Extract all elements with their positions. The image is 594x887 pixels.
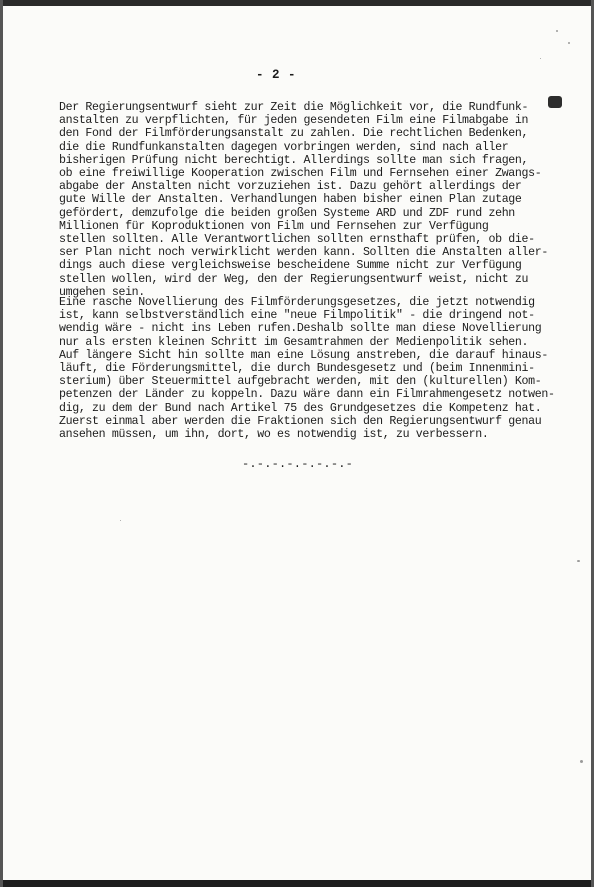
text-line: sterium) über Steuermittel aufgebracht werden, mit den (kulturellen) Kom- <box>59 375 542 389</box>
text-line: umgehen sein. <box>59 285 145 299</box>
text-line: ser Plan nicht noch verwirklicht werden kann. Sollten die Anstalten aller- <box>59 246 548 260</box>
paragraph-1 <box>59 101 569 299</box>
text-line: Millionen für Koproduktionen von Film und Fernsehen zur Verfügung <box>59 219 489 233</box>
text-line: abgabe der Anstalten nicht vorzuziehen ist. Dazu gehört allerdings der <box>59 180 522 194</box>
text-line: Eine rasche Novellierung des Filmförderungsgesetzes, die jetzt notwendig <box>59 296 535 309</box>
text-line: die die Rundfunkanstalten dagegen vorbringen werden, sind nach aller <box>59 140 509 154</box>
text-line: dig, zu dem der Bund nach Artikel 75 des Grundgesetzes die Kompetenz hat. <box>59 401 542 415</box>
text-line: anstalten zu verpflichten, für jeden gesendeten Film eine Filmabgabe in <box>59 114 529 128</box>
text-line: gefördert, demzufolge die beiden großen Systeme ARD und ZDF rund zehn <box>59 206 515 220</box>
text-line: dings auch diese vergleichsweise bescheidene Summe nicht zur Verfügung <box>59 259 522 273</box>
text-line: läuft, die Förderungsmittel, die durch Bundesgesetz und (beim Innenmini- <box>59 362 535 376</box>
text-line: stellen wollen, wird der Weg, den der Regierungsentwurf weist, nicht zu <box>59 272 529 286</box>
text-line: petenzen der Länder zu koppeln. Dazu wäre dann ein Filmrahmengesetz notwen- <box>59 388 555 402</box>
text-line: nur als ersten kleinen Schritt im Gesamtrahmen der Medienpolitik sehen. <box>59 335 529 349</box>
scan-edge-bottom <box>0 880 594 887</box>
text-line: Auf längere Sicht hin sollte man eine Lösung anstreben, die darauf hinaus- <box>59 348 548 362</box>
text-line: gute Wille der Anstalten. Verhandlungen haben bisher einen Plan zutage <box>59 193 522 207</box>
scan-edge-top <box>0 0 594 6</box>
ink-blot <box>548 96 562 108</box>
paragraph-2 <box>59 296 569 441</box>
text-line: ansehen müssen, um ihn, dort, wo es notwendig ist, zu verbessern. <box>59 428 489 442</box>
text-line: wendig wäre - nicht ins Leben rufen.Deshalb sollte man diese Novellierung <box>59 322 542 336</box>
text-line: ob eine freiwillige Kooperation zwischen Film und Fernsehen einer Zwangs- <box>59 167 542 181</box>
scan-edge-left <box>0 0 3 887</box>
text-line: stellen sollten. Alle Verantwortlichen sollten ernsthaft prüfen, ob die- <box>59 233 535 247</box>
text-line: ist, kann selbstverständlich eine "neue Filmpolitik" - die dringend not- <box>59 309 535 323</box>
text-line: Der Regierungsentwurf sieht zur Zeit die Möglichkeit vor, die Rundfunk- <box>59 101 529 114</box>
page-number: - 2 - <box>256 68 297 82</box>
text-line: bisherigen Prüfung nicht berechtigt. Allerdings sollte man sich fragen, <box>59 153 529 167</box>
text-line: Zuerst einmal aber werden die Fraktionen sich den Regierungsentwurf genau <box>59 414 542 428</box>
text-line: den Fond der Filmförderungsanstalt zu zahlen. Die rechtlichen Bedenken, <box>59 127 529 141</box>
end-mark: -.-.-.-.-.-.-.- <box>242 457 354 471</box>
